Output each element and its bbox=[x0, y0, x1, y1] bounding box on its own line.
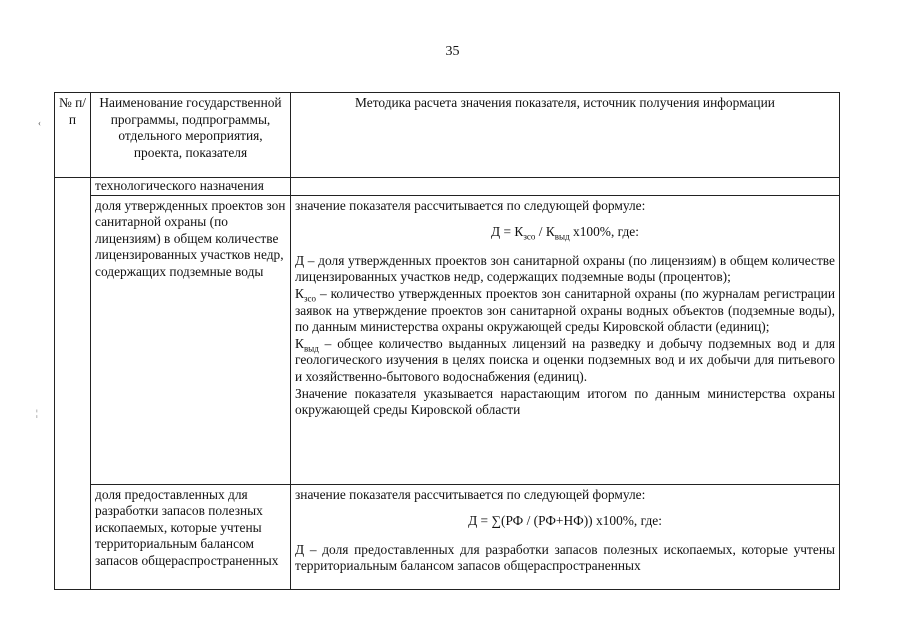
row2-name-cell: доля предоставленных для разработки запасов полезных ископаемых, которые учтены территориальным балансом запасов общераспространенных bbox=[91, 484, 291, 589]
continuation-name-cell: технологического назначения bbox=[91, 178, 291, 196]
row1-intro: значение показателя рассчитывается по следующей формуле: bbox=[295, 197, 646, 213]
row1-def-kzso: $К_{зсо}$ – количество утвержденных проектов зон санитарной охраны (по журналам регистрации заявок на утверждение проектов зон санитарной охраны водных объектов (подземные воды), по данным министерства охраны окружающей среды Кировской области (единиц); bbox=[295, 285, 835, 335]
row1-name-cell: доля утвержденных проектов зон санитарной охраны (по лицензиям) в общем количестве лицензированных участков недр, содержащих подземные воды bbox=[91, 195, 291, 484]
row1-def-d: Д – доля утвержденных проектов зон санитарной охраны (по лицензиям) в общем количестве лицензированных участков недр, содержащих подземные воды (процентов); bbox=[295, 252, 835, 285]
row2-method-cell bbox=[291, 484, 840, 589]
margin-mark-top: ‹ bbox=[38, 118, 41, 128]
table-row-sanitary-zones bbox=[55, 195, 840, 484]
row2-formula: Д = ∑(РФ / (РФ+НФ)) х100%, где: bbox=[468, 513, 662, 529]
table-row-continuation bbox=[55, 178, 840, 196]
margin-mark-middle: ¦ bbox=[36, 408, 38, 418]
table-header-row bbox=[55, 93, 840, 178]
header-method-cell: Методика расчета значения показателя, источник получения информации bbox=[291, 93, 840, 178]
row1-formula: $Д = К_{зсо} / К_{выд}$ х100%, где: bbox=[491, 224, 639, 242]
row1-def-kvyd: $К_{выд}$ – общее количество выданных лицензий на разведку и добычу подземных вод и для геологического изучения в целях поиска и оценки подземных вод и их добычи для питьевого и хозяйственно-бытового водоснабжения (единиц). bbox=[295, 335, 835, 384]
row1-method-cell bbox=[291, 195, 840, 484]
header-num-cell: № п/п bbox=[55, 93, 91, 178]
row1-note: Значение показателя указывается нарастающим итогом по данным министерства охраны окружающей среды Кировской области bbox=[295, 385, 835, 418]
row2-intro: значение показателя рассчитывается по следующей формуле: bbox=[295, 486, 646, 502]
header-name-cell: Наименование государственной программы, подпрограммы, отдельного мероприятия, проекта, показателя bbox=[91, 93, 291, 178]
page-number: 35 bbox=[445, 44, 460, 59]
row2-def-d: Д – доля предоставленных для разработки запасов полезных ископаемых, которые учтены территориальным балансом запасов общераспространенных bbox=[295, 541, 835, 574]
num-cell bbox=[55, 178, 91, 590]
table-row-mineral-reserves bbox=[55, 484, 840, 589]
continuation-method-cell bbox=[291, 178, 840, 196]
indicator-methodology-table bbox=[54, 92, 840, 590]
